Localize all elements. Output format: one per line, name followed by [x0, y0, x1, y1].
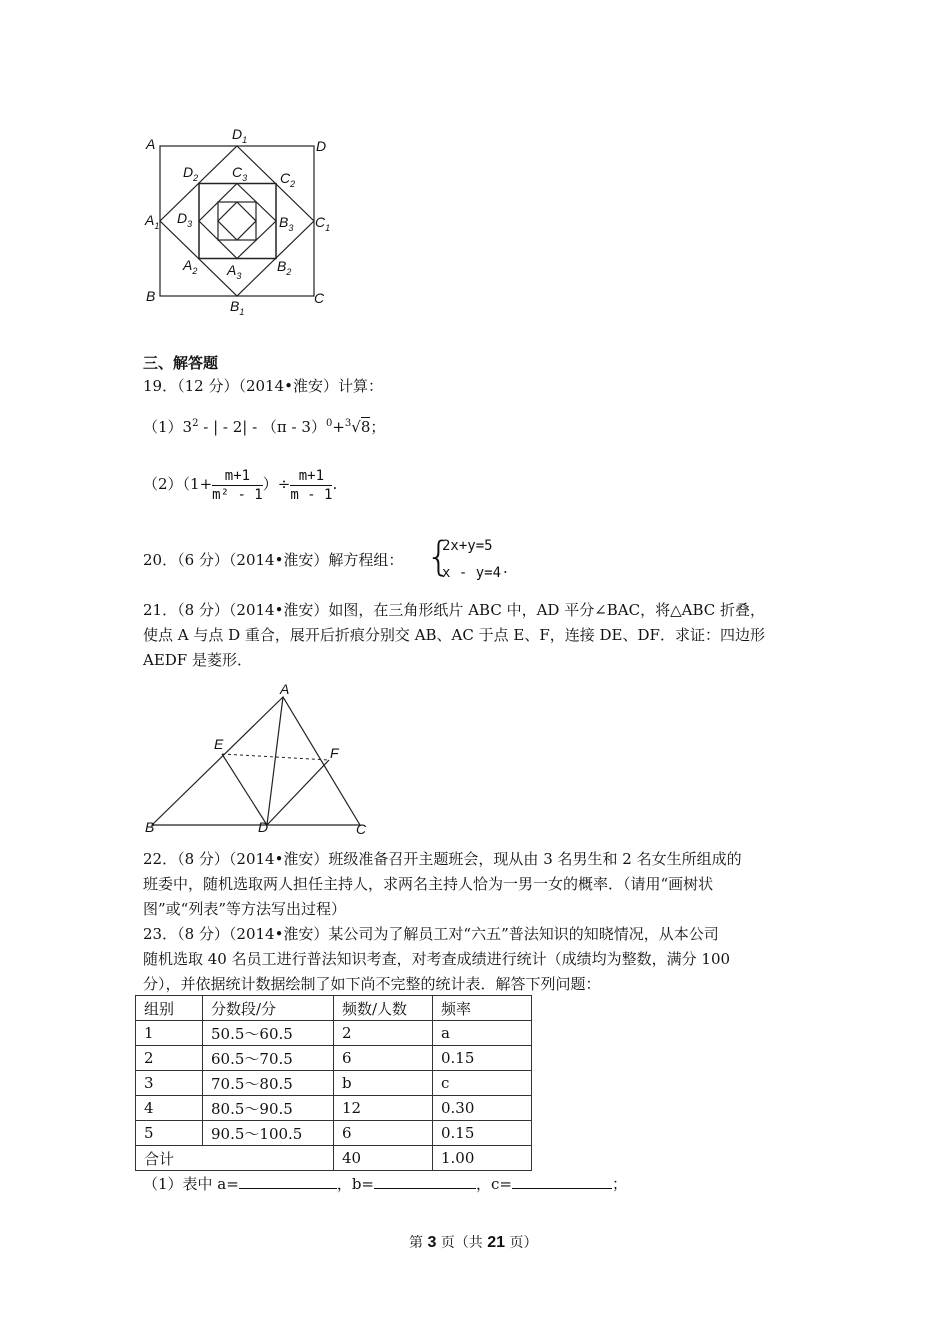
label-A: A: [146, 136, 156, 152]
table-cell: 1.00: [433, 1146, 532, 1171]
q19-part2: （2）（1+ $\frac{m+1}{\text{m² - 1}}$ ）÷ $\frac{m+1}{m - 1}$ .: [143, 467, 338, 503]
label-B1: $B_1$: [230, 298, 245, 317]
q21-line1: 21．（8 分）（2014•淮安）如图，在三角形纸片 ABC 中，AD 平分∠BAC，将△ABC 折叠，: [143, 601, 766, 619]
table-cell: 5: [136, 1121, 203, 1146]
table-header: 组别: [136, 996, 203, 1021]
q21-line3: AEDF 是菱形．: [143, 651, 252, 669]
label-C3: $C_3$: [232, 164, 248, 183]
q23-line2: 随机选取 40 名员工进行普法知识考查，对考查成绩进行统计（成绩均为整数，满分 100: [143, 950, 731, 968]
table-cell: 2: [334, 1021, 433, 1046]
table-cell: 70.5～80.5: [203, 1071, 334, 1096]
tri-label-B: B: [145, 819, 155, 835]
label-A3: $A_3$: [227, 262, 242, 281]
table-cell: 60.5～70.5: [203, 1046, 334, 1071]
label-C2: $C_2$: [280, 170, 296, 189]
table-cell: 1: [136, 1021, 203, 1046]
table-row: [136, 1046, 532, 1071]
q23-line1: 23．（8 分）（2014•淮安）某公司为了解员工对“六五”普法知识的知晓情况，从本公司: [143, 925, 719, 943]
tri-label-A: A: [280, 681, 290, 697]
label-D: D: [316, 138, 327, 154]
q22-line2: 班委中，随机选取两人担任主持人，求两名主持人恰为一男一女的概率．（请用“画树状: [143, 875, 714, 893]
q23-line3: 分），并依据统计数据绘制了如下尚不完整的统计表．解答下列问题：: [143, 975, 601, 993]
q23-sub1: （1）表中 a= ，b= ，c= ；: [143, 1172, 627, 1196]
q19-part1: $(1)3^2$ - | - 2| - （π - 3）$^0$+$^3$√8；: [143, 418, 386, 436]
table-cell: 50.5～60.5: [203, 1021, 334, 1046]
table-row: [136, 1021, 532, 1046]
q19-header: 19．（12 分）（2014•淮安）计算：: [143, 377, 383, 395]
label-B: B: [146, 288, 156, 304]
blank-b[interactable]: [374, 1172, 476, 1189]
page-footer: 第 3 页（共 21 页）: [409, 1234, 538, 1251]
table-cell: c: [433, 1071, 532, 1096]
table-cell: 6: [334, 1046, 433, 1071]
q20-eq1: 2x+y=5: [442, 538, 493, 554]
q20-end: .: [503, 559, 508, 577]
table-cell: 0.15: [433, 1121, 532, 1146]
label-A1: $A_1$: [145, 212, 160, 231]
triangle-figure: [140, 680, 380, 840]
tri-label-E: E: [214, 736, 224, 752]
q22-line3: 图”或“列表”等方法写出过程）: [143, 900, 347, 918]
table-cell: 合计: [136, 1146, 334, 1171]
table-cell: 90.5～100.5: [203, 1121, 334, 1146]
frequency-table: [135, 995, 532, 1171]
label-D2: $D_2$: [183, 164, 199, 183]
table-cell: 80.5～90.5: [203, 1096, 334, 1121]
table-header: 分数段/分: [203, 996, 334, 1021]
table-cell: 12: [334, 1096, 433, 1121]
table-cell: 4: [136, 1096, 203, 1121]
q20-header: 20．（6 分）（2014•淮安）解方程组：: [143, 551, 404, 569]
section-heading: 三、解答题: [143, 354, 219, 372]
table-cell: 3: [136, 1071, 203, 1096]
table-header: 频率: [433, 996, 532, 1021]
label-C1: $C_1$: [315, 214, 331, 233]
table-header: 频数/人数: [334, 996, 433, 1021]
table-row: [136, 1096, 532, 1121]
q20-eq2: x - y=4: [442, 565, 502, 581]
table-row: [136, 1071, 532, 1096]
blank-a[interactable]: [239, 1172, 337, 1189]
label-D3: $D_3$: [177, 210, 193, 229]
label-B2: $B_2$: [277, 258, 292, 277]
fraction-1: $\frac{m+1}{\text{m² - 1}}$: [212, 467, 263, 503]
equation-brace: {: [426, 534, 452, 580]
label-C: C: [314, 290, 325, 306]
table-cell: 2: [136, 1046, 203, 1071]
label-D1: $D_1$: [232, 126, 248, 145]
table-header-row: [136, 996, 532, 1021]
tri-label-C: C: [356, 821, 367, 837]
label-B3: $B_3$: [279, 214, 294, 233]
table-cell: a: [433, 1021, 532, 1046]
table-cell: b: [334, 1071, 433, 1096]
q22-line1: 22．（8 分）（2014•淮安）班级准备召开主题班会，现从由 3 名男生和 2 名女生所组成的: [143, 850, 742, 868]
blank-c[interactable]: [512, 1172, 612, 1189]
table-cell: 6: [334, 1121, 433, 1146]
tri-label-D: D: [258, 819, 269, 835]
tri-label-F: F: [330, 745, 339, 761]
table-cell: 0.30: [433, 1096, 532, 1121]
q21-line2: 使点 A 与点 D 重合，展开后折痕分别交 AB、AC 于点 E、F，连接 DE、DF．求证：四边形: [143, 626, 765, 644]
label-A2: $A_2$: [183, 257, 198, 276]
table-cell: 0.15: [433, 1046, 532, 1071]
table-cell: 40: [334, 1146, 433, 1171]
table-total-row: [136, 1146, 532, 1171]
fraction-2: $\frac{m+1}{m - 1}$: [290, 467, 333, 503]
table-row: [136, 1121, 532, 1146]
